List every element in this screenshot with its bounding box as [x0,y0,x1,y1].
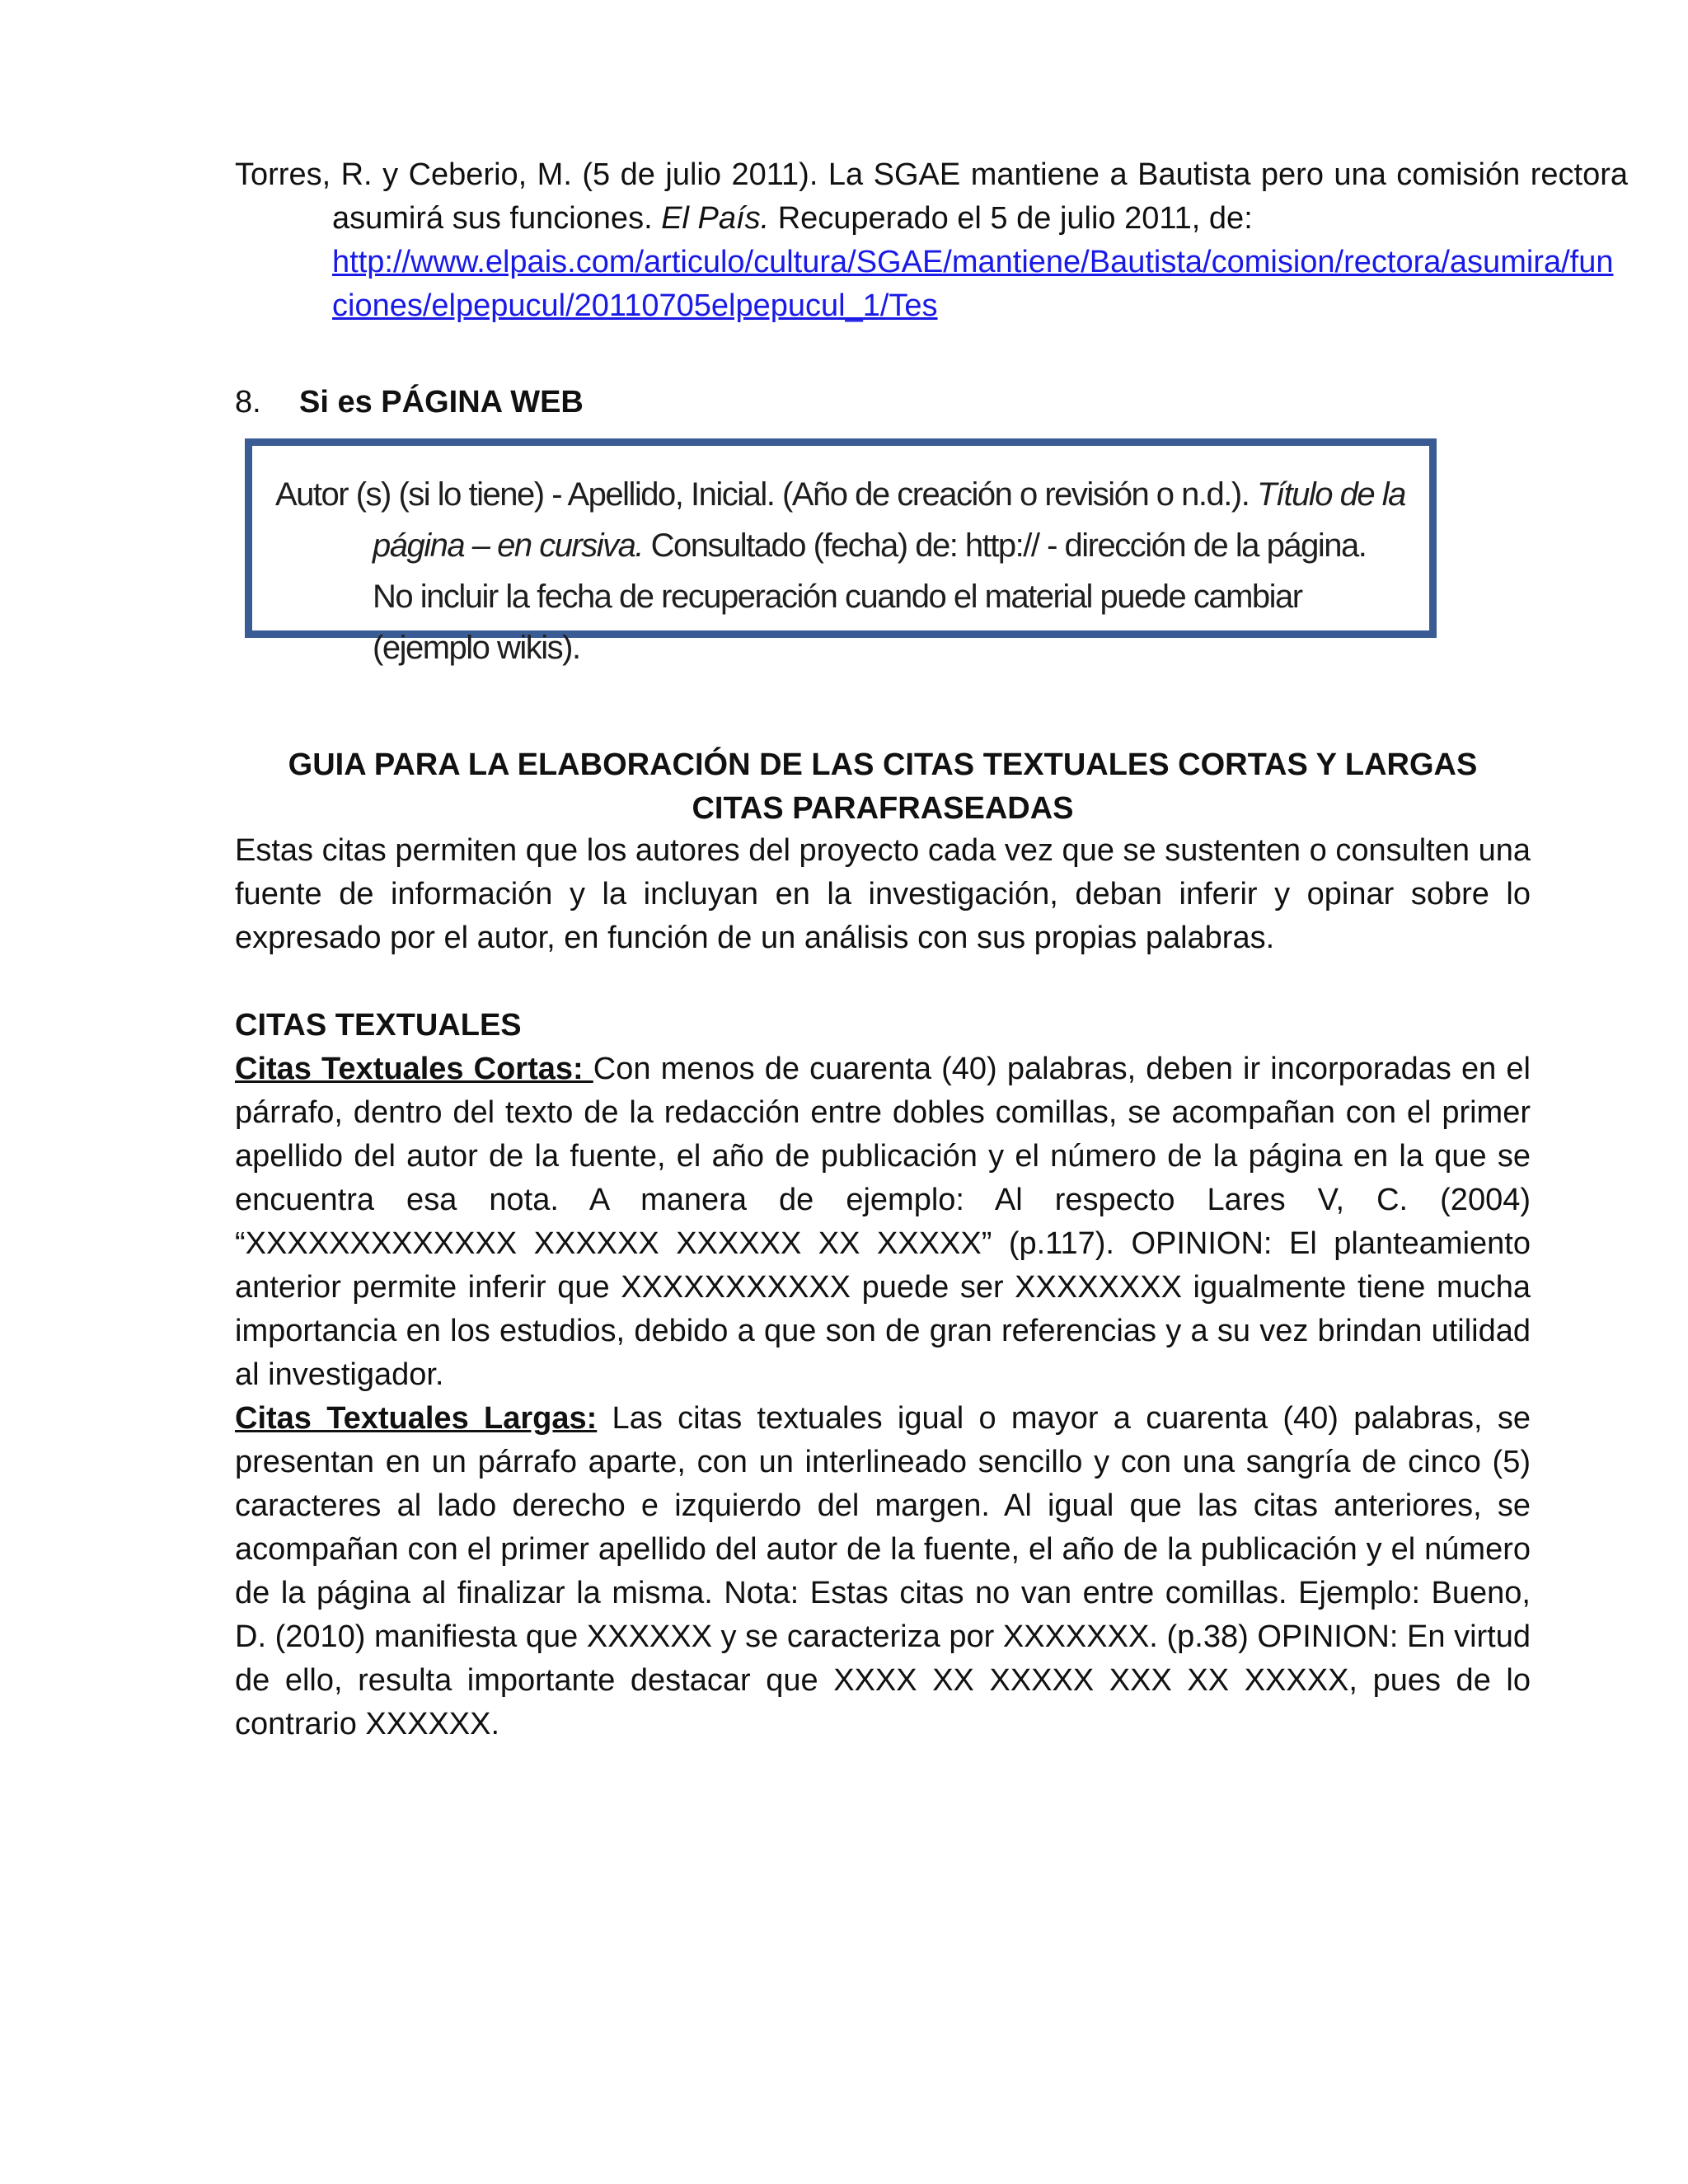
format-part2: Consultado (fecha) de: http:// - dirección de la página. No incluir la fecha de recuperación cuando el material puede cambiar (ejemplo wikis). [373,527,1367,666]
citas-largas-paragraph [235,1397,1531,1746]
section-label: Si es PÁGINA WEB [299,385,584,419]
citas-cortas-label: Citas Textuales Cortas: [235,1052,593,1086]
guide-intro-paragraph: Estas citas permiten que los autores del proyecto cada vez que se sustenten o consulten una fuente de información y la incluyan en la investigación, deban inferir y opinar sobre lo expresado por el autor, en función de un análisis con sus propias palabras. [235,833,1531,955]
reference-authors-title: Torres, R. y Ceberio, M. (5 de julio 2011). La SGAE mantiene a Bautista pero una comisión rectora asumirá sus funciones. [235,157,1628,236]
web-page-format-box [245,438,1437,666]
citas-largas-label: Citas Textuales Largas: [235,1401,598,1436]
section-number: 8. [235,385,261,419]
guide-title-line1: GUIA PARA LA ELABORACIÓN DE LAS CITAS TEXTUALES CORTAS Y LARGAS [288,748,1478,782]
reference-entry [235,153,1628,328]
section-8-heading [235,381,1531,424]
guide-title [235,743,1531,831]
reference-url-link[interactable]: http://www.elpais.com/articulo/cultura/SGAE/mantiene/Bautista/comision/rectora/asumira/funciones/elpepucul/20110705elpepucul_1/Tes [332,245,1614,323]
guide-title-line2: CITAS PARAFRASEADAS [692,791,1074,826]
citas-cortas-text: Con menos de cuarenta (40) palabras, deben ir incorporadas en el párrafo, dentro del texto de la redacción entre dobles comillas, se acompañan con el primer apellido del autor de la fuente, el año de publicación y el número de la página en la que se encuentra esa nota. A manera de ejemplo: Al respecto Lares V, C. (2004) “XXXXXXXXXXXXX XXXXXX XXXXXX XX XXXXX” (p.117). OPINION: El planteamiento anterior permite inferir que XXXXXXXXXXX puede ser XXXXXXXX igualmente tiene mucha importancia en los estudios, debido a que son de gran referencias y a su vez brindan utilidad al investigador. [235,1052,1531,1392]
citas-cortas-paragraph [235,1047,1531,1397]
reference-publication: El País. [661,201,770,236]
citas-textuales-heading: CITAS TEXTUALES [235,1008,522,1043]
format-italic-title: Título de la página – en cursiva. [373,476,1405,564]
format-part1: Autor (s) (si lo tiene) - Apellido, Inicial. (Año de creación o revisión o n.d.). [275,476,1257,513]
format-box-text [275,469,1408,673]
citas-largas-text: Las citas textuales igual o mayor a cuarenta (40) palabras, se presentan en un párrafo aparte, con un interlineado sencillo y con una sangría de cinco (5) caracteres al lado derecho e izquierdo del margen. Al igual que las citas anteriores, se acompañan con el primer apellido del autor de la fuente, el año de la publicación y el número de la página al finalizar la misma. Nota: Estas citas no van entre comillas. Ejemplo: Bueno, D. (2010) manifiesta que XXXXXX y se caracteriza por XXXXXXX. (p.38) OPINION: En virtud de ello, resulta importante destacar que XXXX XX XXXXX XXX XX XXXXX, pues de lo contrario XXXXXX. [235,1401,1531,1741]
reference-retrieved: Recuperado el 5 de julio 2011, de: [769,201,1253,236]
